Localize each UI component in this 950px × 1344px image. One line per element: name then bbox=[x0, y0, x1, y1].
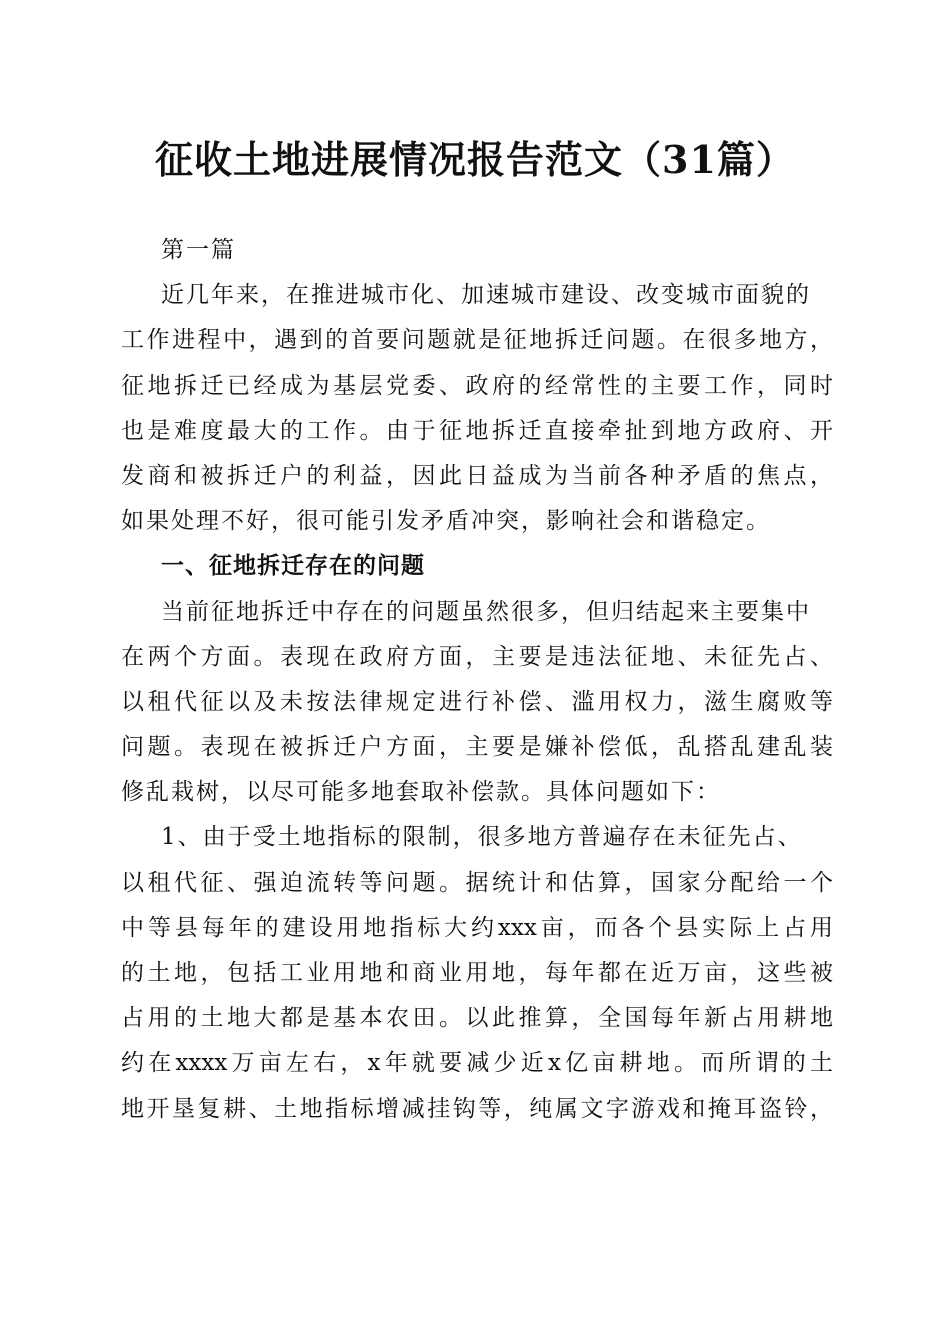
paragraph-line: 当前征地拆迁中存在的问题虽然很多，但归结起来主要集中 bbox=[161, 598, 811, 625]
paragraph-line: 以租代征以及未按法律规定进行补偿、滥用权力，滋生腐败等 bbox=[121, 688, 833, 715]
paragraph-line: 征地拆迁已经成为基层党委、政府的经常性的主要工作，同时 bbox=[121, 372, 833, 399]
paragraph-line: 如果处理不好，很可能引发矛盾冲突，影响社会和谐稳定。 bbox=[121, 508, 771, 535]
paragraph-line: 1、由于受土地指标的限制，很多地方普遍存在未征先占、 bbox=[161, 824, 803, 851]
paragraph-line: 中等县每年的建设用地指标大约xxx亩，而各个县实际上占用 bbox=[121, 914, 833, 941]
section-label: 第一篇 bbox=[161, 237, 236, 263]
document-title: 征收土地进展情况报告范文（31篇） bbox=[155, 137, 795, 182]
paragraph-line: 修乱栽树，以尽可能多地套取补偿款。具体问题如下： bbox=[121, 779, 721, 806]
section-heading: 一、征地拆迁存在的问题 bbox=[161, 553, 425, 580]
paragraph-line: 也是难度最大的工作。由于征地拆迁直接牵扯到地方政府、开 bbox=[121, 417, 833, 444]
paragraph-line: 约在xxxx万亩左右，x年就要减少近x亿亩耕地。而所谓的土 bbox=[121, 1050, 833, 1077]
paragraph-line: 占用的土地大都是基本农田。以此推算，全国每年新占用耕地 bbox=[121, 1005, 833, 1032]
paragraph-line: 以租代征、强迫流转等问题。据统计和估算，国家分配给一个 bbox=[121, 869, 833, 896]
document-body bbox=[121, 228, 833, 1132]
paragraph-line: 的土地，包括工业用地和商业用地，每年都在近万亩，这些被 bbox=[121, 960, 833, 986]
paragraph-line: 近几年来，在推进城市化、加速城市建设、改变城市面貌的 bbox=[161, 282, 811, 309]
paragraph-line: 工作进程中，遇到的首要问题就是征地拆迁问题。在很多地方， bbox=[121, 327, 833, 354]
paragraph-line: 在两个方面。表现在政府方面，主要是违法征地、未征先占、 bbox=[121, 643, 833, 670]
paragraph-line: 问题。表现在被拆迁户方面，主要是嫌补偿低，乱搭乱建乱装 bbox=[121, 734, 833, 761]
paragraph-line: 发商和被拆迁户的利益，因此日益成为当前各种矛盾的焦点， bbox=[121, 462, 833, 489]
paragraph-line: 地开垦复耕、土地指标增减挂钩等，纯属文字游戏和掩耳盗铃， bbox=[121, 1095, 833, 1122]
